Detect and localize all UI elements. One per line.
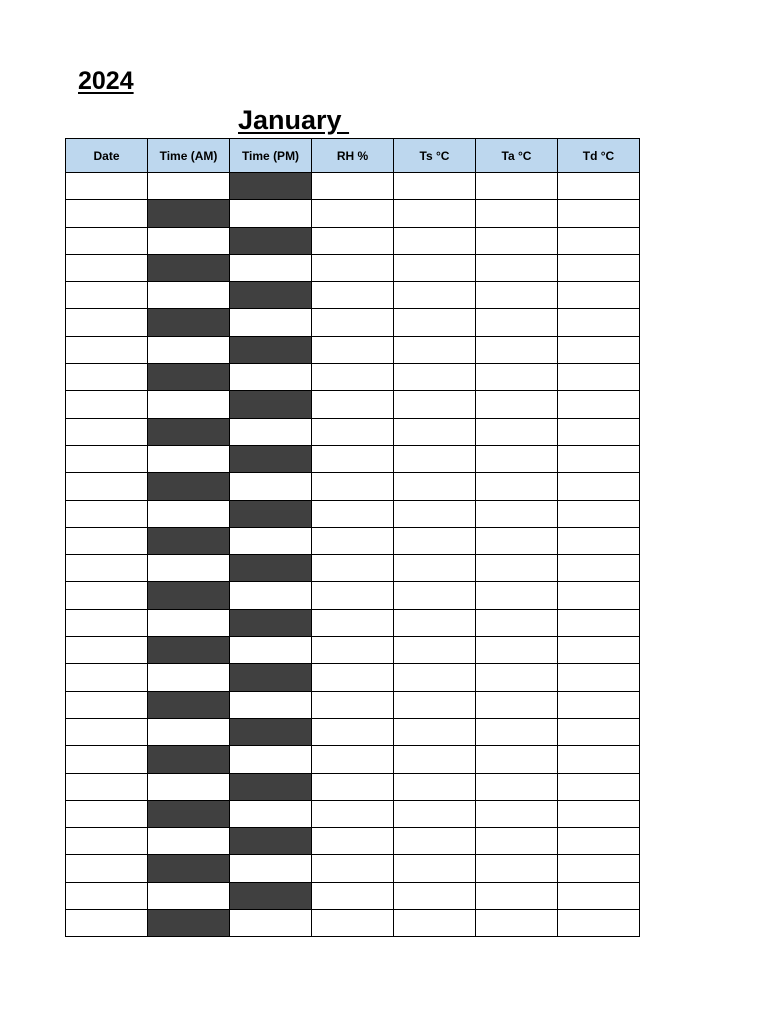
date-cell[interactable] xyxy=(66,746,148,773)
ta-cell[interactable] xyxy=(476,254,558,281)
td-cell[interactable] xyxy=(558,473,640,500)
time-pm-cell[interactable] xyxy=(230,691,312,718)
time-pm-cell[interactable] xyxy=(230,309,312,336)
rh-cell[interactable] xyxy=(312,364,394,391)
column-header-td: Td °C xyxy=(558,139,640,173)
time-am-cell xyxy=(148,418,230,445)
ta-cell[interactable] xyxy=(476,637,558,664)
td-cell[interactable] xyxy=(558,609,640,636)
ts-cell[interactable] xyxy=(394,500,476,527)
column-header-time-am: Time (AM) xyxy=(148,139,230,173)
column-header-time-pm: Time (PM) xyxy=(230,139,312,173)
table-row xyxy=(66,473,640,500)
ts-cell[interactable] xyxy=(394,691,476,718)
time-pm-cell[interactable] xyxy=(230,527,312,554)
time-am-cell xyxy=(148,200,230,227)
table-row xyxy=(66,173,640,200)
ta-cell[interactable] xyxy=(476,309,558,336)
year-heading: 2024 xyxy=(78,67,134,95)
td-cell[interactable] xyxy=(558,391,640,418)
rh-cell[interactable] xyxy=(312,336,394,363)
td-cell[interactable] xyxy=(558,200,640,227)
time-pm-cell xyxy=(230,609,312,636)
date-cell[interactable] xyxy=(66,309,148,336)
time-pm-cell[interactable] xyxy=(230,254,312,281)
ts-cell[interactable] xyxy=(394,527,476,554)
ta-cell[interactable] xyxy=(476,828,558,855)
ta-cell[interactable] xyxy=(476,445,558,472)
time-am-cell xyxy=(148,364,230,391)
time-am-cell[interactable] xyxy=(148,336,230,363)
ts-cell[interactable] xyxy=(394,882,476,909)
rh-cell[interactable] xyxy=(312,582,394,609)
time-am-cell xyxy=(148,582,230,609)
time-pm-cell[interactable] xyxy=(230,582,312,609)
ta-cell[interactable] xyxy=(476,200,558,227)
rh-cell[interactable] xyxy=(312,173,394,200)
ts-cell[interactable] xyxy=(394,391,476,418)
ta-cell[interactable] xyxy=(476,173,558,200)
table-row xyxy=(66,609,640,636)
date-cell[interactable] xyxy=(66,910,148,937)
ta-cell[interactable] xyxy=(476,910,558,937)
date-cell[interactable] xyxy=(66,500,148,527)
ts-cell[interactable] xyxy=(394,364,476,391)
rh-cell[interactable] xyxy=(312,828,394,855)
rh-cell[interactable] xyxy=(312,882,394,909)
date-cell[interactable] xyxy=(66,227,148,254)
date-cell[interactable] xyxy=(66,282,148,309)
date-cell[interactable] xyxy=(66,418,148,445)
month-heading: January xyxy=(238,105,350,135)
ts-cell[interactable] xyxy=(394,582,476,609)
rh-cell[interactable] xyxy=(312,718,394,745)
time-pm-cell xyxy=(230,445,312,472)
table-row xyxy=(66,746,640,773)
ts-cell[interactable] xyxy=(394,828,476,855)
td-cell[interactable] xyxy=(558,282,640,309)
time-am-cell xyxy=(148,800,230,827)
date-cell[interactable] xyxy=(66,637,148,664)
date-cell[interactable] xyxy=(66,855,148,882)
column-header-rh: RH % xyxy=(312,139,394,173)
td-cell[interactable] xyxy=(558,254,640,281)
ta-cell[interactable] xyxy=(476,336,558,363)
time-pm-cell xyxy=(230,500,312,527)
ta-cell[interactable] xyxy=(476,800,558,827)
ta-cell[interactable] xyxy=(476,664,558,691)
table-row xyxy=(66,254,640,281)
td-cell[interactable] xyxy=(558,309,640,336)
date-cell[interactable] xyxy=(66,828,148,855)
td-cell[interactable] xyxy=(558,910,640,937)
date-cell[interactable] xyxy=(66,882,148,909)
rh-cell[interactable] xyxy=(312,200,394,227)
time-pm-cell xyxy=(230,227,312,254)
table-row xyxy=(66,418,640,445)
time-am-cell[interactable] xyxy=(148,882,230,909)
td-cell[interactable] xyxy=(558,364,640,391)
rh-cell[interactable] xyxy=(312,418,394,445)
ts-cell[interactable] xyxy=(394,282,476,309)
table-row xyxy=(66,500,640,527)
td-cell[interactable] xyxy=(558,582,640,609)
table-row xyxy=(66,664,640,691)
rh-cell[interactable] xyxy=(312,527,394,554)
time-am-cell xyxy=(148,527,230,554)
rh-cell[interactable] xyxy=(312,500,394,527)
time-am-cell[interactable] xyxy=(148,391,230,418)
ts-cell[interactable] xyxy=(394,910,476,937)
table-row xyxy=(66,582,640,609)
ts-cell[interactable] xyxy=(394,173,476,200)
ts-cell[interactable] xyxy=(394,254,476,281)
date-cell[interactable] xyxy=(66,364,148,391)
table-row xyxy=(66,910,640,937)
td-cell[interactable] xyxy=(558,555,640,582)
table-row xyxy=(66,309,640,336)
rh-cell[interactable] xyxy=(312,473,394,500)
table-row xyxy=(66,773,640,800)
td-cell[interactable] xyxy=(558,173,640,200)
ts-cell[interactable] xyxy=(394,418,476,445)
time-am-cell[interactable] xyxy=(148,500,230,527)
time-pm-cell[interactable] xyxy=(230,364,312,391)
table-row xyxy=(66,691,640,718)
time-am-cell[interactable] xyxy=(148,664,230,691)
ta-cell[interactable] xyxy=(476,691,558,718)
time-am-cell[interactable] xyxy=(148,555,230,582)
rh-cell[interactable] xyxy=(312,664,394,691)
table-row xyxy=(66,336,640,363)
column-header-ta: Ta °C xyxy=(476,139,558,173)
ta-cell[interactable] xyxy=(476,855,558,882)
rh-cell[interactable] xyxy=(312,445,394,472)
td-cell[interactable] xyxy=(558,718,640,745)
rh-cell[interactable] xyxy=(312,637,394,664)
date-cell[interactable] xyxy=(66,254,148,281)
time-pm-cell xyxy=(230,664,312,691)
ta-cell[interactable] xyxy=(476,746,558,773)
rh-cell[interactable] xyxy=(312,254,394,281)
ta-cell[interactable] xyxy=(476,227,558,254)
time-pm-cell[interactable] xyxy=(230,418,312,445)
table-row xyxy=(66,828,640,855)
td-cell[interactable] xyxy=(558,855,640,882)
ts-cell[interactable] xyxy=(394,718,476,745)
date-cell[interactable] xyxy=(66,800,148,827)
ts-cell[interactable] xyxy=(394,473,476,500)
ts-cell[interactable] xyxy=(394,200,476,227)
date-cell[interactable] xyxy=(66,718,148,745)
td-cell[interactable] xyxy=(558,227,640,254)
ta-cell[interactable] xyxy=(476,609,558,636)
date-cell[interactable] xyxy=(66,609,148,636)
time-am-cell xyxy=(148,746,230,773)
time-pm-cell[interactable] xyxy=(230,800,312,827)
table-body xyxy=(66,173,640,937)
time-am-cell[interactable] xyxy=(148,718,230,745)
time-pm-cell xyxy=(230,391,312,418)
weather-log-table xyxy=(65,138,640,937)
time-am-cell xyxy=(148,855,230,882)
ta-cell[interactable] xyxy=(476,555,558,582)
time-am-cell[interactable] xyxy=(148,773,230,800)
rh-cell[interactable] xyxy=(312,282,394,309)
date-cell[interactable] xyxy=(66,445,148,472)
ta-cell[interactable] xyxy=(476,527,558,554)
time-am-cell[interactable] xyxy=(148,282,230,309)
table-row xyxy=(66,855,640,882)
time-am-cell[interactable] xyxy=(148,173,230,200)
td-cell[interactable] xyxy=(558,882,640,909)
td-cell[interactable] xyxy=(558,828,640,855)
time-pm-cell xyxy=(230,555,312,582)
time-pm-cell xyxy=(230,336,312,363)
ts-cell[interactable] xyxy=(394,637,476,664)
ts-cell[interactable] xyxy=(394,609,476,636)
time-pm-cell xyxy=(230,173,312,200)
time-am-cell[interactable] xyxy=(148,609,230,636)
time-am-cell xyxy=(148,637,230,664)
rh-cell[interactable] xyxy=(312,691,394,718)
ta-cell[interactable] xyxy=(476,582,558,609)
rh-cell[interactable] xyxy=(312,609,394,636)
table-header-row xyxy=(66,139,640,173)
time-pm-cell xyxy=(230,773,312,800)
time-am-cell xyxy=(148,910,230,937)
ta-cell[interactable] xyxy=(476,364,558,391)
table-row xyxy=(66,391,640,418)
table-row xyxy=(66,445,640,472)
ts-cell[interactable] xyxy=(394,855,476,882)
date-cell[interactable] xyxy=(66,391,148,418)
ta-cell[interactable] xyxy=(476,473,558,500)
time-pm-cell xyxy=(230,282,312,309)
ts-cell[interactable] xyxy=(394,800,476,827)
date-cell[interactable] xyxy=(66,473,148,500)
td-cell[interactable] xyxy=(558,691,640,718)
table-row xyxy=(66,282,640,309)
rh-cell[interactable] xyxy=(312,227,394,254)
ta-cell[interactable] xyxy=(476,500,558,527)
ts-cell[interactable] xyxy=(394,773,476,800)
table-row xyxy=(66,800,640,827)
column-header-date: Date xyxy=(66,139,148,173)
ts-cell[interactable] xyxy=(394,445,476,472)
ts-cell[interactable] xyxy=(394,746,476,773)
rh-cell[interactable] xyxy=(312,391,394,418)
time-am-cell xyxy=(148,473,230,500)
date-cell[interactable] xyxy=(66,773,148,800)
date-cell[interactable] xyxy=(66,527,148,554)
table-row xyxy=(66,718,640,745)
date-cell[interactable] xyxy=(66,664,148,691)
column-header-ts: Ts °C xyxy=(394,139,476,173)
table-row xyxy=(66,227,640,254)
time-am-cell xyxy=(148,254,230,281)
td-cell[interactable] xyxy=(558,418,640,445)
time-am-cell[interactable] xyxy=(148,445,230,472)
td-cell[interactable] xyxy=(558,664,640,691)
ta-cell[interactable] xyxy=(476,773,558,800)
rh-cell[interactable] xyxy=(312,773,394,800)
table-row xyxy=(66,882,640,909)
time-pm-cell[interactable] xyxy=(230,473,312,500)
table-row xyxy=(66,527,640,554)
rh-cell[interactable] xyxy=(312,855,394,882)
rh-cell[interactable] xyxy=(312,746,394,773)
ta-cell[interactable] xyxy=(476,391,558,418)
ts-cell[interactable] xyxy=(394,664,476,691)
rh-cell[interactable] xyxy=(312,800,394,827)
time-pm-cell[interactable] xyxy=(230,910,312,937)
td-cell[interactable] xyxy=(558,445,640,472)
table-row xyxy=(66,637,640,664)
time-pm-cell[interactable] xyxy=(230,746,312,773)
date-cell[interactable] xyxy=(66,691,148,718)
ta-cell[interactable] xyxy=(476,718,558,745)
time-am-cell[interactable] xyxy=(148,227,230,254)
table-row xyxy=(66,200,640,227)
td-cell[interactable] xyxy=(558,637,640,664)
td-cell[interactable] xyxy=(558,336,640,363)
ta-cell[interactable] xyxy=(476,282,558,309)
time-am-cell xyxy=(148,691,230,718)
date-cell[interactable] xyxy=(66,555,148,582)
td-cell[interactable] xyxy=(558,800,640,827)
time-pm-cell[interactable] xyxy=(230,855,312,882)
time-am-cell xyxy=(148,309,230,336)
table-row xyxy=(66,555,640,582)
td-cell[interactable] xyxy=(558,746,640,773)
rh-cell[interactable] xyxy=(312,555,394,582)
time-am-cell[interactable] xyxy=(148,828,230,855)
ts-cell[interactable] xyxy=(394,309,476,336)
date-cell[interactable] xyxy=(66,200,148,227)
date-cell[interactable] xyxy=(66,336,148,363)
ts-cell[interactable] xyxy=(394,336,476,363)
ts-cell[interactable] xyxy=(394,227,476,254)
date-cell[interactable] xyxy=(66,582,148,609)
date-cell[interactable] xyxy=(66,173,148,200)
time-pm-cell xyxy=(230,828,312,855)
time-pm-cell xyxy=(230,718,312,745)
td-cell[interactable] xyxy=(558,527,640,554)
table-row xyxy=(66,364,640,391)
time-pm-cell[interactable] xyxy=(230,200,312,227)
td-cell[interactable] xyxy=(558,500,640,527)
time-pm-cell xyxy=(230,882,312,909)
ta-cell[interactable] xyxy=(476,418,558,445)
ta-cell[interactable] xyxy=(476,882,558,909)
ts-cell[interactable] xyxy=(394,555,476,582)
rh-cell[interactable] xyxy=(312,309,394,336)
time-pm-cell[interactable] xyxy=(230,637,312,664)
rh-cell[interactable] xyxy=(312,910,394,937)
td-cell[interactable] xyxy=(558,773,640,800)
